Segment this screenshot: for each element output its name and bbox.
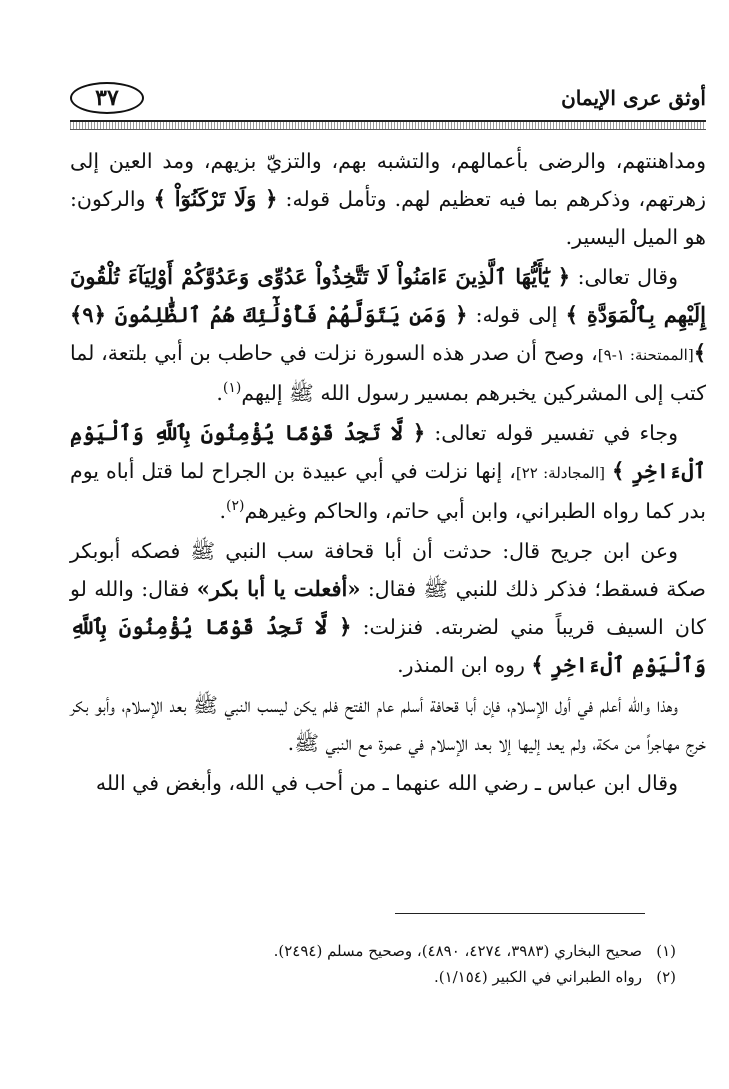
text: ومداهنتهم، والرضى بأعمالهم، والتشبه بهم، والتزيّ بزيهم، ومد العين إلى زهرتهم، وذكرهم بما فيه تعظيم لهم. وتأمل قوله: [70, 149, 706, 211]
footnote-divider [395, 913, 645, 914]
verse-reference: [المجادلة: ٢٢] [515, 464, 605, 482]
text: . [219, 499, 226, 523]
text: وقال ابن عباس ـ رضي الله عنهما ـ من أحب في الله، وأبغض في الله [95, 771, 678, 795]
paragraph-6 [70, 764, 706, 802]
text: وهذا والله أعلم في أول الإسلام، فإن أبا قحافة أسلم عام الفتح فلم يكن ليسب النبي ﷺ بعد الإسلام، وأبو بكر خرج مهاجراً من مكة، ولم يعد إليها إلا بعد الإسلام في عمرة مع النبي ﷺ. [70, 693, 706, 755]
footnote-2 [70, 964, 676, 990]
paragraph-3 [70, 414, 706, 530]
page-number: ٣٧ [70, 82, 144, 114]
footnote-number: (١) [656, 942, 676, 960]
footnotes [70, 938, 676, 990]
text: ، وصح أن صدر هذه السورة نزلت في حاطب بن أبي بلتعة، لما كتب إلى المشركين يخبرهم بمسير رسول الله ﷺ إليهم [70, 341, 706, 405]
paragraph-5 [70, 686, 706, 762]
book-title: أوثق عرى الإيمان [561, 86, 706, 110]
text: وعن ابن جريح قال: حدثت أن أبا قحافة سب النبي ﷺ فصكه أبوبكر صكة فسقط؛ فذكر ذلك للنبي ﷺ فقال: [70, 539, 706, 601]
header-divider [70, 120, 706, 130]
page-header [70, 82, 706, 116]
quran-verse: ﴿ وَلَا تَرْكَنُوٓاْ ﴾ [153, 186, 278, 211]
footnote-marker: (١) [222, 380, 242, 397]
text: . [216, 381, 223, 405]
text: وقال تعالى: [577, 265, 678, 289]
text: والركون: هو الميل اليسير. [70, 187, 706, 249]
quran-verse: ﴿ لَّا تَجِدُ قَوْمًا يُؤْمِنُونَ بِٱللَّهِ وَٱلْيَوْمِ ٱلْءَاخِرِ ﴾ [70, 420, 706, 483]
text: روه ابن المنذر. [397, 653, 525, 677]
text: إلى قوله: [475, 303, 558, 327]
footnote-number: (٢) [656, 968, 676, 986]
quran-verse: ﴿ يَٰٓأَيُّهَا ٱلَّذِينَ ءَامَنُواْ لَا تَتَّخِذُواْ عَدُوِّى وَعَدُوَّكُمْ أَوْلِيَآءَ تُلْقُونَ إِلَيْهِم بِٱلْمَوَدَّةِ ﴾ [70, 264, 707, 327]
quran-verse: ﴿ وَمَن يَتَوَلَّهُمْ فَأُوْلَٰٓئِكَ هُمُ ٱلظَّٰلِمُونَ ﴿٩﴾ ﴾ [70, 302, 706, 365]
paragraph-2 [70, 258, 706, 412]
text: وجاء في تفسير قوله تعالى: [434, 421, 678, 445]
paragraph-1 [70, 142, 706, 256]
paragraph-4 [70, 532, 706, 684]
main-text [70, 142, 706, 804]
quran-verse: ﴿ لَّا تَجِدُ قَوْمًا يُؤْمِنُونَ بِٱللَّهِ وَٱلْيَوْمِ ٱلْءَاخِرِ ﴾ [70, 614, 706, 677]
footnote-text: رواه الطبراني في الكبير (١/١٥٤). [433, 968, 642, 986]
hadith-quote: «أفعلت يا أبا بكر» [196, 576, 361, 601]
footnote-marker: (٢) [226, 498, 245, 515]
footnote-1 [70, 938, 676, 964]
verse-reference: [الممتحنة: ١-٩] [597, 346, 694, 364]
text: فقال: والله لو كان السيف قريباً مني لضربته. فنزلت: [70, 577, 706, 639]
footnote-text: صحيح البخاري (٣٩٨٣، ٤٢٧٤، ٤٨٩٠)، وصحيح مسلم (٢٤٩٤). [273, 942, 642, 960]
text: ، إنها نزلت في أبي عبيدة بن الجراح لما قتل أباه يوم بدر كما رواه الطبراني، وابن أبي حاتم، والحاكم وغيرهم [70, 459, 706, 523]
